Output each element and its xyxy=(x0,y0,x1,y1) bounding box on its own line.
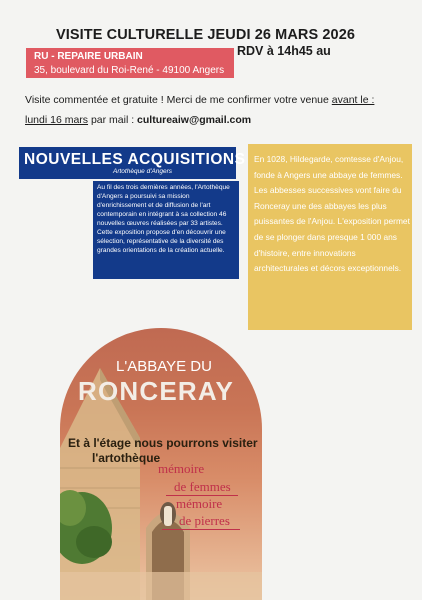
registration-text: Visite commentée et gratuite ! Merci de me confirmer votre venue xyxy=(25,94,332,106)
poster-tagline: mémoire xyxy=(176,496,223,511)
abbey-history-text: En 1028, Hildegarde, comtesse d'Anjou, fonde à Angers une abbaye de femmes. Les abbesses successives vont faire du Ronceray une des abbayes les plus puissantes de l'Anjou. L'exposition permet de se plonger dans presque 1 000 ans d'histoire, entre innovations architecturales et décors exceptionnels. xyxy=(254,154,410,274)
contact-email-link[interactable]: cultureaiw@gmail.com xyxy=(137,114,252,126)
venue-address: 35, boulevard du Roi-René - 49100 Angers xyxy=(34,65,225,76)
meeting-time: RDV à 14h45 au xyxy=(237,44,331,58)
poster-tagline: mémoire xyxy=(158,461,205,476)
registration-info xyxy=(25,94,374,106)
artotheque-note-continued: l'artothèque xyxy=(92,451,161,465)
poster-tagline: de femmes xyxy=(174,479,231,494)
deadline-date: lundi 16 mars xyxy=(25,114,89,126)
acquisitions-subtitle: Artothèque d'Angers xyxy=(113,168,173,175)
artotheque-note: Et à l'étage nous pourrons visiter xyxy=(68,436,258,450)
contact-text: par mail : xyxy=(88,114,138,126)
registration-contact xyxy=(25,114,251,126)
divider xyxy=(166,495,238,496)
page-title: VISITE CULTURELLE JEUDI 26 MARS 2026 xyxy=(56,27,356,43)
poster-kicker: L'ABBAYE DU xyxy=(116,358,212,375)
divider xyxy=(162,529,240,530)
poster-title: RONCERAY xyxy=(78,376,235,406)
venue-name: RU - REPAIRE URBAIN xyxy=(34,51,143,62)
poster-tagline: de pierres xyxy=(179,513,230,528)
registration-deadline-label: avant le : xyxy=(331,94,375,106)
acquisitions-description: Au fil des trois dernières années, l'Artothèque d'Angers a poursuivi sa mission d'enrichissement et de diffusion de l'art contemporain en intégrant à sa collection 46 nouvelles œuvres réalisées par 33 artistes. Cette exposition propose d'en découvrir une sélection, représentative de la diversité des grandes orientations de la création actuelle. xyxy=(97,184,230,254)
acquisitions-title: NOUVELLES ACQUISITIONS xyxy=(24,151,246,168)
